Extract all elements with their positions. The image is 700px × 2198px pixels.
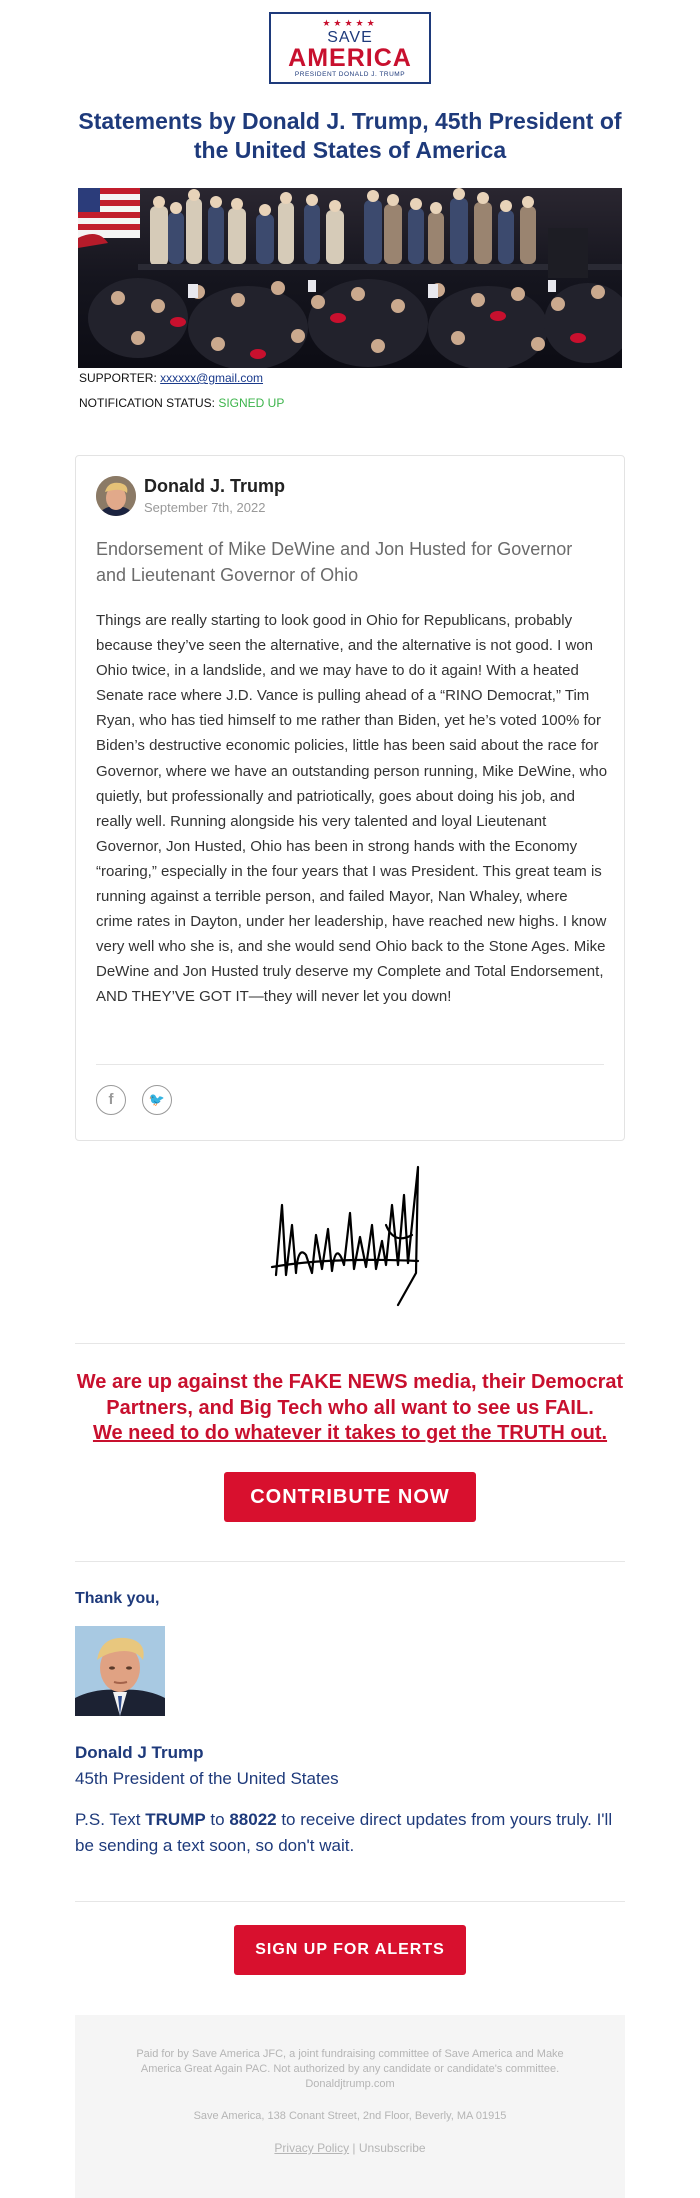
appeal-line-2[interactable]: We need to do whatever it takes to get the TRUTH out. — [92, 1422, 608, 1444]
portrait-image — [75, 1626, 165, 1716]
ps-to: to — [205, 1810, 230, 1829]
section-divider — [75, 1901, 625, 1902]
avatar — [96, 476, 136, 516]
statement-card — [75, 455, 625, 1141]
signoff-name: Donald J Trump — [75, 1743, 204, 1762]
sign-up-alerts-button[interactable]: SIGN UP FOR ALERTS — [234, 1925, 466, 1975]
ps-number: 88022 — [229, 1810, 277, 1829]
logo-save-text: SAVE — [327, 29, 373, 46]
logo-america-text: AMERICA — [288, 44, 412, 72]
post-author: Donald J. Trump — [144, 476, 286, 496]
contribute-now-button[interactable]: CONTRIBUTE NOW — [224, 1472, 476, 1522]
fake-news-appeal — [70, 1370, 630, 1447]
supporter-line — [79, 371, 263, 385]
footer — [75, 2015, 625, 2198]
twitter-share-icon[interactable]: 🐦 — [142, 1085, 172, 1115]
page-title: Statements by Donald J. Trump, 45th President of the United States of America — [78, 108, 622, 163]
footer-disclaimer: Paid for by Save America JFC, a joint fundraising committee of Save America and Make America Great Again PAC. Not authorized by any candidate or candidate's committee. Donaldjtrump.com — [136, 2048, 564, 2090]
section-divider — [75, 1343, 625, 1344]
notification-line — [79, 396, 284, 410]
signature-image — [268, 1165, 438, 1315]
ps-keyword: TRUMP — [145, 1810, 206, 1829]
post-body: Things are really starting to look good in Ohio for Republicans, probably because they’ve seen the alternative, and the alternative is not good. I won Ohio twice, in a landslide, and we may have to do it again! With a heated Senate race where J.D. Vance is pulling ahead of a “RINO Democrat,” Tim Ryan, who has tied himself to me rather than Biden, yet he’s voted 100% for Biden’s destructive economic policies, little has been said about the race for Governor, where we have an outstanding person running, Mike DeWine, who quietly, but professionally and patriotically, goes about doing his job, and really well. Running alongside his very talented and loyal Lieutenant Governor, Jon Husted, Ohio has been in strong hands with the Economy “roaring,” especially in the four years that I was President. This great team is running against a terrible person, and failed Mayor, Nan Whaley, where crime rates in Dayton, under her leadership, have reached new highs. I know very well who she is, and she would send Ohio back to the Stone Ages. Mike DeWine and Jon Husted truly deserve my Complete and Total Endorsement, AND THEY’VE GOT IT—they will never let you down! — [96, 612, 608, 1006]
supporter-email-link[interactable]: xxxxxx@gmail.com — [160, 371, 264, 385]
ps-suffix: to receive direct updates from yours truly. I'll be sending a text soon, so don't wait. — [75, 1810, 613, 1855]
ps-text — [75, 1807, 635, 1859]
footer-address: Save America, 138 Conant Street, 2nd Floor, Beverly, MA 01915 — [193, 2110, 507, 2122]
privacy-policy-link[interactable]: Privacy Policy — [274, 2141, 350, 2155]
post-title: Endorsement of Mike DeWine and Jon Husted for Governor and Lieutenant Governor of Ohio — [96, 539, 573, 585]
post-date: September 7th, 2022 — [144, 500, 266, 515]
card-divider — [96, 1064, 604, 1065]
unsubscribe-link[interactable]: Unsubscribe — [358, 2141, 426, 2155]
notification-status: SIGNED UP — [218, 396, 285, 410]
save-america-logo[interactable] — [269, 12, 431, 84]
footer-link-separator: | — [349, 2141, 359, 2155]
ps-prefix: P.S. Text — [75, 1810, 146, 1829]
rally-banner-image — [78, 188, 622, 368]
facebook-share-icon[interactable]: f — [96, 1085, 126, 1115]
thank-you-text: Thank you, — [75, 1590, 160, 1607]
notification-label: NOTIFICATION STATUS: — [79, 396, 215, 410]
logo-subtitle: PRESIDENT DONALD J. TRUMP — [294, 71, 406, 78]
signoff-title: 45th President of the United States — [75, 1769, 339, 1788]
logo-stars: ★★★★★ — [322, 18, 378, 28]
supporter-label: SUPPORTER: — [79, 371, 157, 385]
appeal-line-1: We are up against the FAKE NEWS media, their Democrat Partners, and Big Tech who all want to see us FAIL. — [76, 1371, 624, 1419]
footer-links — [75, 2141, 625, 2155]
section-divider — [75, 1561, 625, 1562]
